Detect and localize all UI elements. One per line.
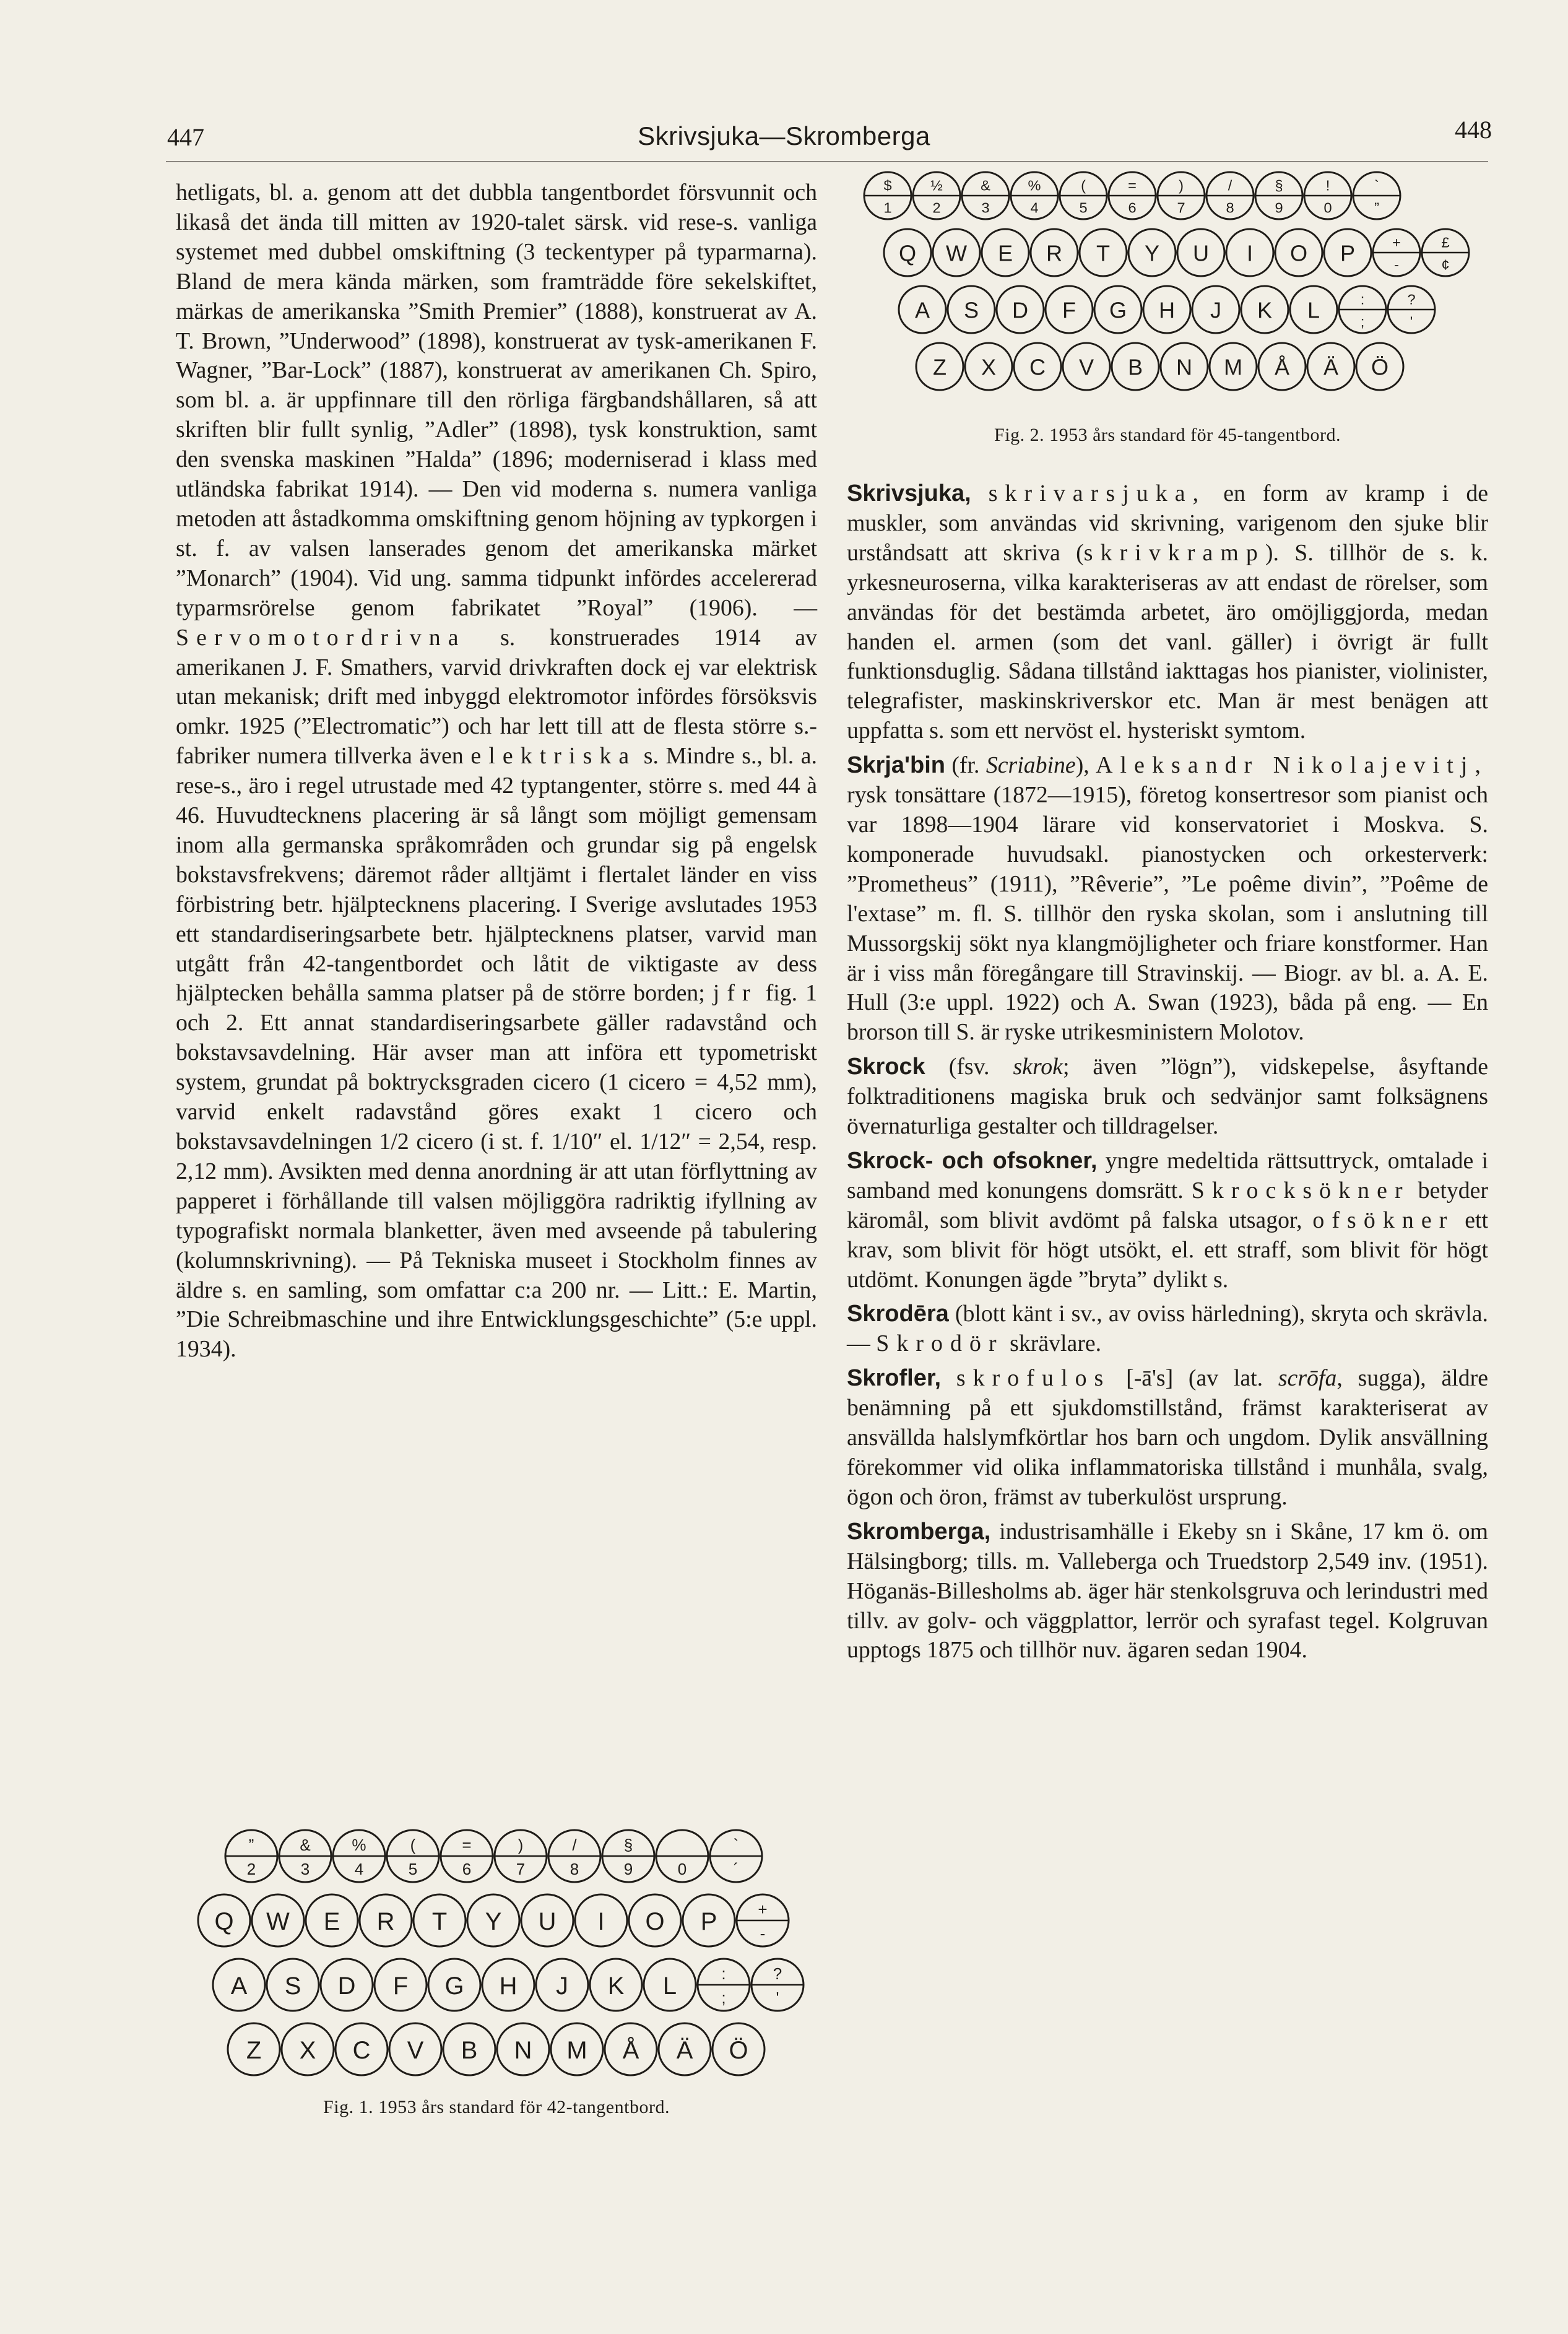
key-` — [710, 1830, 762, 1882]
key-lower-label: 5 — [1079, 199, 1088, 216]
key-+ — [1373, 229, 1420, 276]
key-label: C — [352, 2037, 371, 2065]
entry-skrofler: Skrofler, skrofulos [-ā's] (av lat. scrōfa, sugga), äldre benämning på ett sjukdomstillstånd, främst karakteriserat av ansvällda halslymfkörtlar hos barn och ungdom. Dylik ansvällning förekommer vid olika inflammatoriska tillstånd i munhåla, svalg, ögon och öron, främst av tuberkulöst ursprung. — [847, 1365, 1488, 1510]
page-number-left: 447 — [167, 123, 204, 151]
key-label: I — [597, 1908, 605, 1936]
key-upper-label: / — [1228, 177, 1232, 194]
key-label: H — [1158, 297, 1176, 323]
key-Ö — [713, 2023, 765, 2075]
key-label: Z — [246, 2037, 262, 2065]
left-column — [176, 178, 817, 1364]
key-lower-label: 6 — [1128, 199, 1137, 216]
key-P — [683, 1894, 735, 1946]
key-label: Y — [485, 1908, 502, 1936]
key-label: F — [392, 1972, 409, 2000]
key-lower-label: ; — [721, 1989, 726, 2008]
header-rule — [166, 161, 1488, 162]
key-) — [1158, 172, 1205, 219]
key-upper-label: % — [352, 1835, 366, 1854]
key-B — [443, 2023, 495, 2075]
key-label: A — [914, 297, 930, 323]
key-label: S — [963, 297, 979, 323]
key-lower-label: ” — [1374, 199, 1379, 216]
key-O — [1275, 229, 1322, 276]
key-lower-label: 7 — [1177, 199, 1185, 216]
key-C — [336, 2023, 388, 2075]
key-lower-label: ; — [1360, 313, 1365, 330]
key-C — [1014, 343, 1061, 390]
key-upper-label: ? — [773, 1964, 782, 1983]
key-T — [1080, 229, 1127, 276]
key-lower-label: 4 — [354, 1860, 364, 1879]
key-upper-label: ? — [1407, 291, 1416, 308]
key-E — [982, 229, 1029, 276]
key-lower-label: 5 — [408, 1860, 418, 1879]
key-label: V — [1078, 354, 1094, 380]
entry-skrodera: Skrodēra (blott känt i sv., av oviss härledning), skryta och skrävla. — Skrodör skrävlare. — [847, 1301, 1489, 1357]
keyboard-figure-2 — [847, 168, 1488, 416]
key-L — [1290, 286, 1337, 333]
key-lower-label: 2 — [246, 1860, 256, 1879]
key-lower-label: 8 — [1226, 199, 1234, 216]
key-lower-label: 8 — [570, 1860, 579, 1879]
key-Z — [916, 343, 963, 390]
key-P — [1324, 229, 1371, 276]
key-Å — [1258, 343, 1306, 390]
key-label: Q — [214, 1908, 234, 1936]
key-% — [333, 1830, 385, 1882]
key-upper-label: ! — [1325, 177, 1330, 194]
key-label: P — [700, 1908, 717, 1936]
key-upper-label: ` — [1374, 177, 1379, 194]
key-lower-label: ' — [1410, 313, 1413, 330]
key-Y — [1128, 229, 1176, 276]
key-upper-label: = — [462, 1835, 472, 1854]
key-D — [321, 1959, 373, 2011]
key-R — [1031, 229, 1078, 276]
key-upper-label: : — [721, 1964, 726, 1983]
key-label: Ö — [1371, 354, 1389, 380]
key-lower-label: 2 — [932, 199, 941, 216]
key-label: N — [1176, 354, 1193, 380]
key-J — [1192, 286, 1239, 333]
key-upper-label: ) — [518, 1835, 524, 1854]
key-lower-label: 3 — [981, 199, 990, 216]
key-& — [279, 1830, 331, 1882]
key-: — [698, 1959, 750, 2011]
key-lower-label: 1 — [883, 199, 892, 216]
key-upper-label: £ — [1441, 234, 1450, 251]
entry-skrjabin: Skrja'bin (fr. Scriabine), Aleksandr Nikolajevitj, rysk tonsättare (1872—1915), företog konsertresor som pianist och var 1898—1904 lärare vid konservatoriet i Moskva. S. komponerade huvudsakl. pianostycken och orkesterverk: ”Prometheus” (1911), ”Rêverie”, ”Le poême divin”, ”Poême de l'extase” m. fl. S. tillhör den ryska skolan, som i anslutning till Mussorgskij sökt nya klangmöjligheter och friare konstformer. Han är i viss mån föregångare till Stravinskij. — Biogr. av bl. a. A. E. Hull (3:e uppl. 1922) och A. Swan (1923), båda på eng. — En brorson till S. är ryske utrikesministern Molotov. — [847, 752, 1488, 1046]
key-label: U — [538, 1908, 557, 1936]
key-lower-label: 9 — [1275, 199, 1283, 216]
key-% — [1011, 172, 1058, 219]
key-label: N — [514, 2037, 532, 2065]
key-J — [536, 1959, 588, 2011]
key-label: E — [997, 240, 1013, 266]
key-upper-label: + — [1392, 234, 1401, 251]
key-$ — [864, 172, 911, 219]
key-upper-label: ) — [1179, 177, 1184, 194]
key-upper-label: ½ — [930, 177, 943, 194]
key-F — [1046, 286, 1093, 333]
key-label: S — [284, 1972, 301, 2000]
key-label: Ö — [729, 2037, 748, 2065]
key-label: O — [645, 1908, 665, 1936]
key-( — [1060, 172, 1107, 219]
key-/ — [548, 1830, 600, 1882]
key-F — [375, 1959, 427, 2011]
key-label: R — [1046, 240, 1063, 266]
key-£ — [1422, 229, 1469, 276]
running-head: Skrivsjuka—Skromberga — [638, 121, 930, 150]
key-+ — [737, 1894, 789, 1946]
key-V — [1063, 343, 1110, 390]
key-label: V — [407, 2037, 424, 2065]
key-label: Ä — [1323, 354, 1339, 380]
key-label: Ä — [676, 2037, 693, 2065]
figure-1-caption: Fig. 1. 1953 års standard för 42-tangentbord. — [323, 2097, 670, 2117]
key-N — [1161, 343, 1208, 390]
entry-skrock: Skrock (fsv. skrok; även ”lögn”), vidskepelse, åsyftande folktraditionens magiska bruk och sedvänjor samt folksägnens övernaturliga gestalter och tilldragelser. — [847, 1054, 1489, 1140]
key-G — [1094, 286, 1141, 333]
key-( — [387, 1830, 439, 1882]
key-upper-label: + — [758, 1899, 768, 1919]
key-upper-label: § — [623, 1835, 633, 1854]
key-§ — [602, 1830, 654, 1882]
keyboard-45-diagram — [847, 168, 1488, 416]
key-label: A — [230, 1972, 248, 2000]
key-upper-label: § — [1275, 177, 1283, 194]
key-lower-label: 0 — [1323, 199, 1332, 216]
key-label: O — [1289, 240, 1308, 266]
key-” — [225, 1830, 277, 1882]
entry-skrivsjuka: Skrivsjuka, skrivarsjuka, en form av kramp i de muskler, som användas vid skrivning, varigenom den sjuke blir urståndsatt att skriva (skrivkramp). S. tillhör de s. k. yrkesneuroserna, vilka karakteriseras av att endast de rörelser, som användas för det bestämda arbetet, äro omöjliggjorda, medan handen el. armen (som det vanl. gäller) i övrigt är fullt funktionsduglig. Sådana tillstånd iakttagas hos pianister, violinister, telegrafister, maskinskriverskor etc. Man är mest benägen att uppfatta s. som ett nervöst el. hysteriskt symtom. — [847, 480, 1488, 744]
key-A — [899, 286, 946, 333]
key-label: T — [1096, 240, 1111, 266]
key-label: U — [1192, 240, 1210, 266]
key-upper-label: ` — [733, 1835, 739, 1854]
key-upper-label: & — [981, 177, 990, 194]
key-label: B — [461, 2037, 478, 2065]
key-label: F — [1062, 297, 1076, 323]
key-W — [252, 1894, 304, 1946]
key-label: R — [376, 1908, 395, 1936]
key-Ä — [659, 2023, 711, 2075]
key-H — [482, 1959, 534, 2011]
key-X — [965, 343, 1012, 390]
key-lower-label: 3 — [300, 1860, 310, 1879]
key-? — [752, 1959, 803, 2011]
entry-skrock-ofsokner: Skrock- och ofsokner, yngre medeltida rättsuttryck, omtalade i samband med konungens domsrätt. Skrocksökner betyder käromål, som blivit avdömt på falska utsagor, ofsökner ett krav, som blivit för högt utsökt, el. ett straff, som blivit för högt utdömt. Konungen ägde ”bryta” dylikt s. — [847, 1147, 1489, 1293]
key-K — [590, 1959, 642, 2011]
key-label: X — [299, 2037, 316, 2065]
key-T — [414, 1894, 466, 1946]
key-Ö — [1356, 343, 1403, 390]
key-Q — [198, 1894, 250, 1946]
key-lower-label: ' — [776, 1989, 779, 2008]
key-Z — [228, 2023, 280, 2075]
key-M — [1210, 343, 1257, 390]
key-= — [441, 1830, 493, 1882]
key-label: X — [981, 354, 997, 380]
key-label: Y — [1144, 240, 1160, 266]
key-upper-label: : — [1360, 291, 1365, 308]
key-§ — [1255, 172, 1302, 219]
key-K — [1241, 286, 1288, 333]
key-label: E — [323, 1908, 340, 1936]
key-U — [1177, 229, 1224, 276]
key-M — [551, 2023, 603, 2075]
key-Q — [884, 229, 931, 276]
key-label: M — [1223, 354, 1243, 380]
key-E — [306, 1894, 358, 1946]
key-& — [962, 172, 1009, 219]
keyboard-42-diagram — [176, 1826, 817, 2086]
keyboard-figure-1 — [176, 1826, 817, 2086]
key-lower-label: 0 — [677, 1860, 687, 1879]
key-label: K — [1257, 297, 1273, 323]
entry-skromberga: Skromberga, industrisamhälle i Ekeby sn i Skåne, 17 km ö. om Hälsingborg; tills. m. Valleberga och Truedstorp 2,549 inv. (1951). Höganäs-Billesholms ab. äger här stenkolsgruva och lerindustri med tillv. av golv- och väggplattor, lerrör och syrafast tegel. Kolgruvan upptogs 1875 och tillhör nuv. ägaren sedan 1904. — [847, 1518, 1488, 1664]
key-Å — [605, 2023, 657, 2075]
key-label: Q — [898, 240, 917, 266]
key-label: P — [1340, 240, 1356, 266]
key-label: Å — [1274, 354, 1290, 380]
key-label: I — [1246, 240, 1254, 266]
key-label: D — [1011, 297, 1029, 323]
figure-2-caption: Fig. 2. 1953 års standard för 45-tangentbord. — [994, 425, 1341, 445]
key-label: C — [1029, 354, 1046, 380]
key-label: K — [607, 1972, 625, 2000]
key-lower-label: 9 — [623, 1860, 633, 1879]
key-! — [1304, 172, 1351, 219]
key-lower-label: 6 — [462, 1860, 472, 1879]
key-S — [267, 1959, 319, 2011]
key-lower-label: ¢ — [1441, 256, 1450, 273]
key-upper-label: ( — [1081, 177, 1086, 194]
key-lower-label: 4 — [1030, 199, 1039, 216]
key-label: T — [431, 1908, 448, 1936]
key-upper-label: = — [1128, 177, 1137, 194]
key-label: B — [1127, 354, 1143, 380]
key-label: Z — [932, 354, 947, 380]
key-lower-label: - — [760, 1924, 766, 1943]
key-label: D — [337, 1972, 356, 2000]
key-label: Å — [622, 2037, 639, 2065]
key-lower-label: - — [1394, 256, 1399, 273]
key-D — [997, 286, 1044, 333]
key-label: J — [1210, 297, 1222, 323]
key-label: H — [499, 1972, 518, 2000]
key-label: L — [1307, 297, 1320, 323]
key-Y — [467, 1894, 519, 1946]
key-` — [1353, 172, 1400, 219]
key-/ — [1206, 172, 1254, 219]
key-½ — [913, 172, 960, 219]
page-number-right: 448 — [1455, 116, 1492, 144]
key-L — [644, 1959, 696, 2011]
key-V — [389, 2023, 441, 2075]
key-label: M — [566, 2037, 587, 2065]
key-upper-label: & — [300, 1835, 311, 1854]
key-upper-label: % — [1028, 177, 1041, 194]
key-lower-label: 7 — [516, 1860, 526, 1879]
key-label: W — [945, 240, 968, 266]
key-Ä — [1307, 343, 1354, 390]
key-? — [1388, 286, 1435, 333]
key-X — [282, 2023, 334, 2075]
key-G — [428, 1959, 480, 2011]
key-label: L — [662, 1972, 677, 2000]
key-U — [521, 1894, 573, 1946]
key-R — [360, 1894, 412, 1946]
key-label: G — [444, 1972, 464, 2000]
key-W — [933, 229, 980, 276]
key-O — [629, 1894, 681, 1946]
key-= — [1109, 172, 1156, 219]
key-N — [497, 2023, 549, 2075]
key-upper-label: / — [572, 1835, 577, 1854]
key-lower-label: ´ — [733, 1860, 739, 1879]
key-I — [575, 1894, 627, 1946]
key-0 — [656, 1830, 708, 1882]
key-H — [1143, 286, 1190, 333]
key-I — [1226, 229, 1273, 276]
key-upper-label: ( — [410, 1835, 416, 1854]
key-) — [495, 1830, 547, 1882]
key-upper-label: ” — [248, 1835, 254, 1854]
key-label: J — [556, 1972, 568, 2000]
key-B — [1112, 343, 1159, 390]
key-label: G — [1109, 297, 1127, 323]
key-upper-label: $ — [883, 177, 892, 194]
key-S — [948, 286, 995, 333]
key-label: W — [266, 1908, 290, 1936]
key-A — [213, 1959, 265, 2011]
typewriter-continuation: hetligats, bl. a. genom att det dubbla tangentbordet försvunnit och likaså det ända till mitten av 1920-talet särsk. vid rese-s. vanliga systemet med dubbel omskiftning (3 teckentyper på typarmarna). Bland de mera kända märken, som framträdde före sekelskiftet, märkas de amerikanska ”Smith Premier” (1888), konstruerat av A. T. Brown, ”Underwood” (1898), konstruerat av tysk-amerikanen F. Wagner, ”Bar-Lock” (1887), konstruerat av amerikanen Ch. Spiro, som bl. a. är uppfinnare till den rörliga färgbandshållaren, så att skriften blir fullt synlig, ”Adler” (1898), tysk konstruktion, samt den svenska maskinen ”Halda” (1896; moderniserad i klass med utländska fabrikat 1914). — Den vid moderna s. numera vanliga metoden att åstadkomma omskiftning genom höjning av typkorgen i st. f. av valsen lanserades genom det amerikanska märket ”Monarch” (1904). Vid ung. samma tidpunkt infördes accelererad typarmsrörelse genom fabrikatet ”Royal” (1906). — Servomotordrivna s. konstruerades 1914 av amerikanen J. F. Smathers, varvid drivkraften dock ej var elektrisk utan mekanisk; drift med inbyggd elektromotor infördes försöksvis omkr. 1925 (”Electromatic”) och har lett till att de flesta större s.-fabriker numera tillverka även elektriska s. Mindre s., bl. a. rese-s., äro i regel utrustade med 42 typtangenter, större s. med 44 à 46. Huvudtecknens placering är så långt som möjligt gemensam inom alla germanska språkområden och grundar sig på engelsk bokstavsfrekvens; däremot råder alltjämt i flertalet länder en viss förbistring betr. hjälptecknens placering. I Sverige avslutades 1953 ett standardiseringsarbete betr. hjälptecknens platser, varvid man utgått från 42-tangentbordet och låtit de viktigaste av dess hjälptecken behålla samma platser på de större borden; jfr fig. 1 och 2. Ett annat standardiseringsarbete gäller radavstånd och bokstavsavdelning. Här avser man att införa ett typometriskt system, grundat på boktrycksgraden cicero (1 cicero = 4,52 mm), varvid enkelt radavstånd göres exakt 1 cicero och bokstavsavdelningen 1/2 cicero (i st. f. 1/10″ el. 1/12″ = 2,54, resp. 2,12 mm). Avsikten med denna anordning är att utan förflyttning av papperet i förhållande till valsen möjliggöra radriktig ifyllning av typografiskt normala blanketter, även med avseende på tabulering (kolumnskrivning). — På Tekniska museet i Stockholm finnes av äldre s. en samling, som omfattar c:a 200 nr. — Litt.: E. Martin, ”Die Schreibmaschine und ihre Entwicklungsgeschichte” (5:e uppl. 1934). — [176, 180, 818, 1363]
key-: — [1339, 286, 1386, 333]
right-column — [847, 479, 1488, 1665]
